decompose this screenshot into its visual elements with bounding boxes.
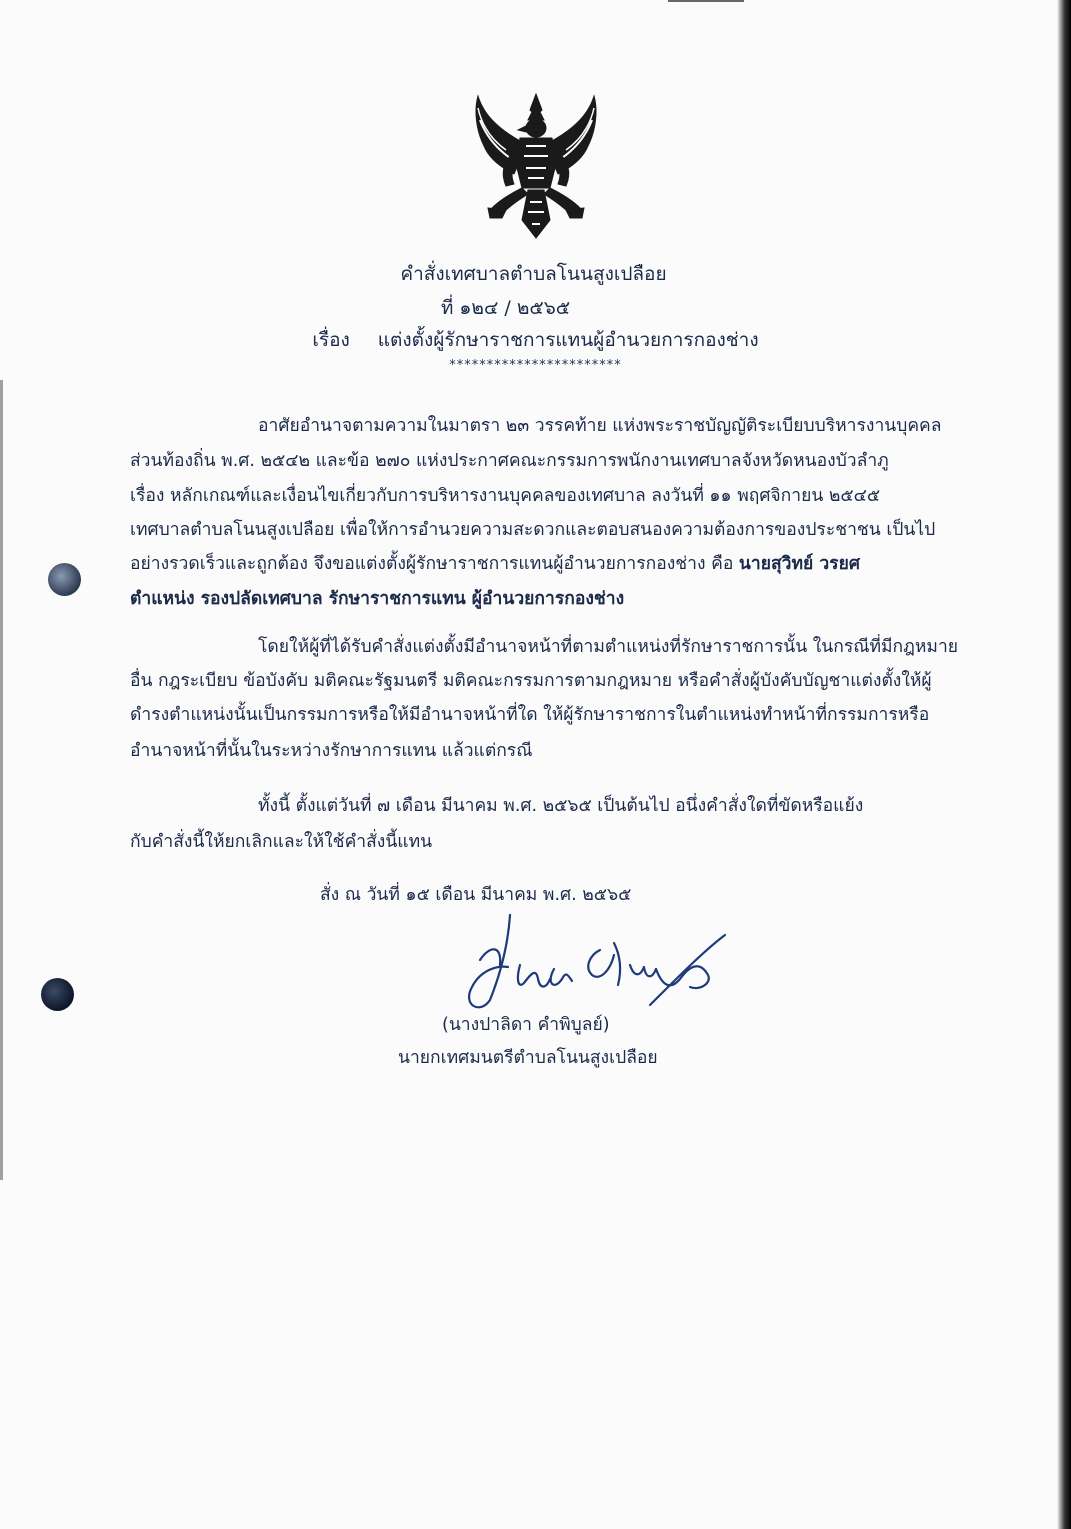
punch-hole-bottom (41, 978, 74, 1011)
scan-edge-mark (668, 0, 744, 2)
para1-line1: อาศัยอำนาจตามความในมาตรา ๒๓ วรรคท้าย แห่งพระราชบัญญัติระเบียบบริหารงานบุคคล (258, 416, 942, 436)
para1-line3: เรื่อง หลักเกณฑ์และเงื่อนไขเกี่ยวกับการบริหารงานบุคคลของเทศบาล ลงวันที่ ๑๑ พฤศจิกายน ๒๕๔๕ (130, 486, 881, 506)
para2-line3: ดำรงตำแหน่งนั้นเป็นกรรมการหรือให้มีอำนาจหน้าที่ใด ให้ผู้รักษาราชการในตำแหน่งทำหน้าที่กรรมการหรือ (130, 705, 930, 725)
signature-date: สั่ง ณ วันที่ ๑๕ เดือน มีนาคม พ.ศ. ๒๕๖๕ (320, 885, 632, 905)
scan-left-edge (0, 380, 3, 1180)
para1-line5 (130, 549, 860, 577)
punch-hole-top (48, 563, 81, 596)
garuda-emblem-icon (470, 90, 602, 242)
scan-right-edge (1057, 0, 1071, 1529)
appointee-name: นายสุวิทย์ วรยศ (738, 554, 860, 574)
para2-line1: โดยให้ผู้ที่ได้รับคำสั่งแต่งตั้งมีอำนาจหน้าที่ตามตำแหน่งที่รักษาราชการนั้น ในกรณีที่มีกฎหมาย (258, 637, 959, 657)
header-divider: *********************** (449, 358, 622, 373)
para3-line1: ทั้งนี้ ตั้งแต่วันที่ ๗ เดือน มีนาคม พ.ศ. ๒๕๖๕ เป็นต้นไป อนึ่งคำสั่งใดที่ขัดหรือแย้ง (258, 796, 864, 816)
para1-line4: เทศบาลตำบลโนนสูงเปลือย เพื่อให้การอำนวยความสะดวกและตอบสนองความต้องการของประชาชน เป็นไป (130, 520, 936, 540)
para3-line2: กับคำสั่งนี้ให้ยกเลิกและให้ใช้คำสั่งนี้แทน (130, 832, 433, 852)
para2-line2: อื่น กฎระเบียบ ข้อบังคับ มติคณะรัฐมนตรี มติคณะกรรมการตามกฎหมาย หรือคำสั่งผู้บังคับบัญชาแต่งตั้งให้ผู้ (130, 671, 932, 691)
subject-label: เรื่อง (312, 329, 350, 351)
order-title: คำสั่งเทศบาลตำบลโนนสูงเปลือย (400, 263, 667, 285)
para2-line4: อำนาจหน้าที่นั้นในระหว่างรักษาการแทน แล้วแต่กรณี (130, 741, 533, 761)
para1-line5-text: อย่างรวดเร็วและถูกต้อง จึงขอแต่งตั้งผู้รักษาราชการแทนผู้อำนวยการกองช่าง คือ (130, 554, 734, 574)
signatory-name: (นางปาลิดา คำพิบูลย์) (442, 1015, 610, 1035)
order-subject-row (0, 325, 1071, 355)
order-number: ที่ ๑๒๔ / ๒๕๖๕ (440, 297, 571, 319)
signatory-position: นายกเทศมนตรีตำบลโนนสูงเปลือย (398, 1048, 658, 1068)
para1-line2: ส่วนท้องถิ่น พ.ศ. ๒๕๔๒ และข้อ ๒๗๐ แห่งประกาศคณะกรรมการพนักงานเทศบาลจังหวัดหนองบัวลำภู (130, 451, 889, 471)
para1-line6: ตำแหน่ง รองปลัดเทศบาล รักษาราชการแทน ผู้อำนวยการกองช่าง (130, 589, 625, 609)
handwritten-signature (450, 905, 735, 1020)
subject-text: แต่งตั้งผู้รักษาราชการแทนผู้อำนวยการกองช่าง (377, 329, 759, 351)
